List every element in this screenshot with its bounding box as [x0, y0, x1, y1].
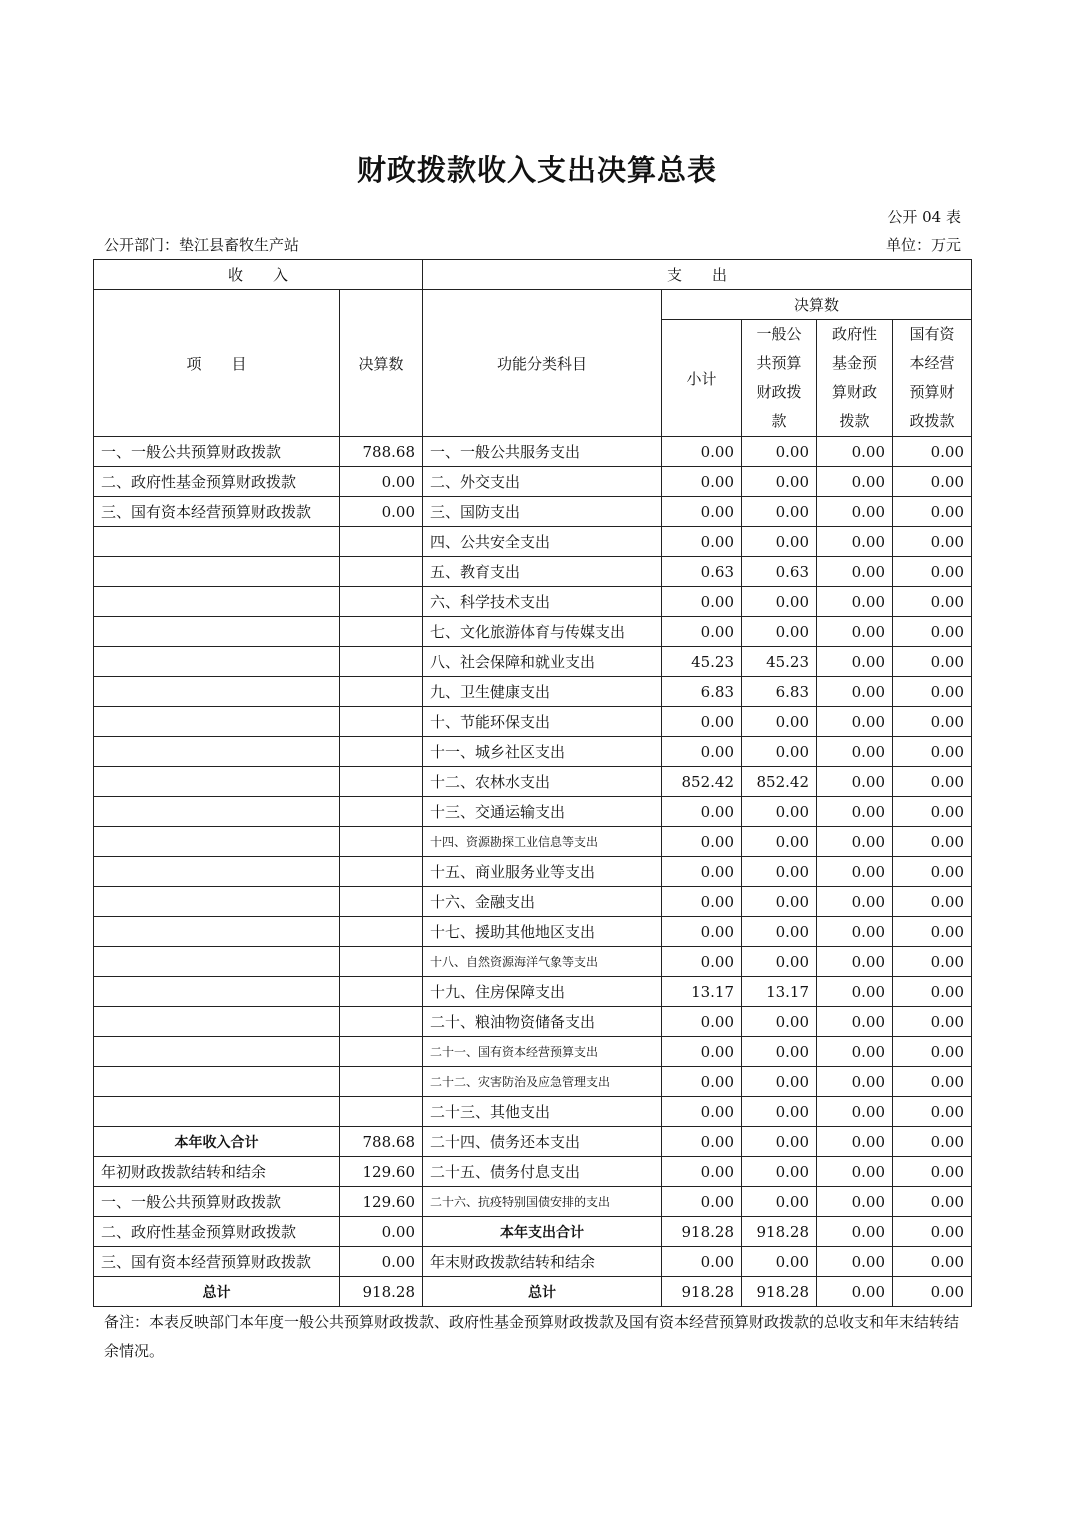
- item-header: 项 目: [94, 290, 340, 437]
- income-item: [94, 917, 340, 947]
- expense-subtotal: 918.28: [662, 1277, 742, 1307]
- expense-general-budget: 0.00: [742, 497, 817, 527]
- expense-fund-budget: 0.00: [817, 1007, 893, 1037]
- table-row: [94, 467, 972, 497]
- expense-state-capital: 0.00: [893, 617, 972, 647]
- expense-category: 十八、自然资源海洋气象等支出: [423, 947, 662, 977]
- income-item: [94, 677, 340, 707]
- expense-general-budget: 0.00: [742, 1007, 817, 1037]
- expense-state-capital: 0.00: [893, 1007, 972, 1037]
- expense-category: 三、国防支出: [423, 497, 662, 527]
- income-item: [94, 1067, 340, 1097]
- fund-budget-header-l4: 拨款: [839, 412, 870, 430]
- expense-category: 二、外交支出: [423, 467, 662, 497]
- income-item: [94, 827, 340, 857]
- expense-fund-budget: 0.00: [817, 1157, 893, 1187]
- income-item: 总计: [94, 1277, 340, 1307]
- expense-general-budget: 0.00: [742, 1187, 817, 1217]
- income-item: [94, 557, 340, 587]
- expense-subtotal: 0.00: [662, 827, 742, 857]
- expense-fund-budget: 0.00: [817, 977, 893, 1007]
- income-item: [94, 587, 340, 617]
- expense-subtotal: 0.00: [662, 737, 742, 767]
- table-row: [94, 887, 972, 917]
- table-row: [94, 767, 972, 797]
- table-row: [94, 1187, 972, 1217]
- fund-budget-header-l3: 算财政: [832, 383, 878, 401]
- income-item: [94, 527, 340, 557]
- expense-category: 年末财政拨款结转和结余: [423, 1247, 662, 1277]
- income-item: [94, 617, 340, 647]
- table-row: [94, 1007, 972, 1037]
- expense-subtotal: 852.42: [662, 767, 742, 797]
- income-amount: [340, 827, 423, 857]
- expense-general-budget: 0.00: [742, 797, 817, 827]
- income-amount: 0.00: [340, 497, 423, 527]
- expense-state-capital: 0.00: [893, 497, 972, 527]
- expense-category: 五、教育支出: [423, 557, 662, 587]
- state-capital-header-l3: 预算财: [909, 383, 955, 401]
- expense-subtotal: 0.00: [662, 917, 742, 947]
- page-title: 财政拨款收入支出决算总表: [356, 153, 717, 187]
- income-item: 年初财政拨款结转和结余: [94, 1157, 340, 1187]
- expense-general-budget: 0.00: [742, 707, 817, 737]
- expense-fund-budget: 0.00: [817, 1247, 893, 1277]
- expense-fund-budget: 0.00: [817, 1277, 893, 1307]
- table-row: [94, 797, 972, 827]
- expense-general-budget: 0.00: [742, 857, 817, 887]
- expense-state-capital: 0.00: [893, 1157, 972, 1187]
- income-item: 一、一般公共预算财政拨款: [94, 437, 340, 467]
- fiscal-summary-table: [93, 259, 972, 1307]
- state-capital-header-l4: 政拨款: [909, 412, 955, 430]
- expense-general-budget: 0.00: [742, 467, 817, 497]
- income-amount: [340, 977, 423, 1007]
- income-amount: 129.60: [340, 1157, 423, 1187]
- fund-budget-header: [817, 320, 893, 437]
- expense-category: 二十五、债务付息支出: [423, 1157, 662, 1187]
- state-capital-header: [893, 320, 972, 437]
- general-budget-header-l4: 款: [771, 412, 787, 430]
- expense-state-capital: 0.00: [893, 917, 972, 947]
- expense-state-capital: 0.00: [893, 557, 972, 587]
- income-item: [94, 707, 340, 737]
- expense-subtotal: 0.00: [662, 497, 742, 527]
- income-amount: [340, 737, 423, 767]
- expense-fund-budget: 0.00: [817, 647, 893, 677]
- expense-state-capital: 0.00: [893, 677, 972, 707]
- income-item: [94, 977, 340, 1007]
- income-amount: [340, 887, 423, 917]
- general-budget-header-l1: 一般公: [756, 325, 802, 343]
- expense-category: 十二、农林水支出: [423, 767, 662, 797]
- expense-category: 二十六、抗疫特别国债安排的支出: [423, 1187, 662, 1217]
- general-budget-header-l3: 财政拨: [756, 383, 802, 401]
- income-item: 本年收入合计: [94, 1127, 340, 1157]
- expense-general-budget: 6.83: [742, 677, 817, 707]
- expense-general-budget: 0.00: [742, 1157, 817, 1187]
- table-row: [94, 737, 972, 767]
- expense-fund-budget: 0.00: [817, 707, 893, 737]
- expense-category: 十三、交通运输支出: [423, 797, 662, 827]
- income-amount: [340, 1007, 423, 1037]
- table-row: [94, 617, 972, 647]
- table-row: [94, 707, 972, 737]
- expense-general-budget: 45.23: [742, 647, 817, 677]
- income-amount: [340, 527, 423, 557]
- expense-subtotal: 0.00: [662, 857, 742, 887]
- expense-subtotal: 6.83: [662, 677, 742, 707]
- footnote: 备注：本表反映部门本年度一般公共预算财政拨款、政府性基金预算财政拨款及国有资本经营预算财政拨款的总收支和年末结转结余情况。: [104, 1313, 960, 1360]
- general-budget-header-l2: 共预算: [756, 354, 802, 372]
- expense-category: 九、卫生健康支出: [423, 677, 662, 707]
- expense-subtotal: 0.00: [662, 467, 742, 497]
- expense-state-capital: 0.00: [893, 947, 972, 977]
- expense-fund-budget: 0.00: [817, 1067, 893, 1097]
- expense-subtotal: 0.00: [662, 1247, 742, 1277]
- expense-fund-budget: 0.00: [817, 737, 893, 767]
- expense-fund-budget: 0.00: [817, 917, 893, 947]
- state-capital-header-l1: 国有资: [909, 325, 955, 343]
- income-item: 一、一般公共预算财政拨款: [94, 1187, 340, 1217]
- expense-category: 十四、资源勘探工业信息等支出: [423, 827, 662, 857]
- expense-category: 七、文化旅游体育与传媒支出: [423, 617, 662, 647]
- expense-category: 二十四、债务还本支出: [423, 1127, 662, 1157]
- state-capital-header-l2: 本经营: [909, 354, 955, 372]
- income-item: [94, 797, 340, 827]
- income-amount: 0.00: [340, 1247, 423, 1277]
- table-row: [94, 647, 972, 677]
- expense-fund-budget: 0.00: [817, 1187, 893, 1217]
- expense-state-capital: 0.00: [893, 887, 972, 917]
- expense-general-budget: 0.63: [742, 557, 817, 587]
- expense-fund-budget: 0.00: [817, 677, 893, 707]
- expense-general-budget: 918.28: [742, 1277, 817, 1307]
- expense-state-capital: 0.00: [893, 1127, 972, 1157]
- subtotal-header: 小计: [662, 320, 742, 437]
- table-row: [94, 917, 972, 947]
- expense-category: 二十二、灾害防治及应急管理支出: [423, 1067, 662, 1097]
- income-item: 三、国有资本经营预算财政拨款: [94, 497, 340, 527]
- income-item: [94, 1007, 340, 1037]
- amount-header: 决算数: [340, 290, 423, 437]
- income-item: [94, 887, 340, 917]
- expense-general-budget: 0.00: [742, 527, 817, 557]
- income-amount: [340, 947, 423, 977]
- expense-general-budget: 0.00: [742, 1127, 817, 1157]
- expense-general-budget: 0.00: [742, 437, 817, 467]
- expense-category: 四、公共安全支出: [423, 527, 662, 557]
- expense-state-capital: 0.00: [893, 977, 972, 1007]
- expense-state-capital: 0.00: [893, 437, 972, 467]
- expense-fund-budget: 0.00: [817, 1097, 893, 1127]
- expense-fund-budget: 0.00: [817, 797, 893, 827]
- expense-fund-budget: 0.00: [817, 527, 893, 557]
- table-row: [94, 437, 972, 467]
- expense-fund-budget: 0.00: [817, 497, 893, 527]
- expense-fund-budget: 0.00: [817, 887, 893, 917]
- income-amount: [340, 617, 423, 647]
- expense-fund-budget: 0.00: [817, 857, 893, 887]
- expense-state-capital: 0.00: [893, 1067, 972, 1097]
- expense-subtotal: 45.23: [662, 647, 742, 677]
- table-row: [94, 1217, 972, 1247]
- expense-fund-budget: 0.00: [817, 1037, 893, 1067]
- fund-budget-header-l2: 基金预: [832, 354, 878, 372]
- expense-state-capital: 0.00: [893, 527, 972, 557]
- expense-state-capital: 0.00: [893, 1247, 972, 1277]
- expense-general-budget: 0.00: [742, 1247, 817, 1277]
- unit-label: 单位：万元: [885, 236, 961, 254]
- expense-state-capital: 0.00: [893, 1037, 972, 1067]
- expense-general-budget: 918.28: [742, 1217, 817, 1247]
- expense-state-capital: 0.00: [893, 647, 972, 677]
- expense-subtotal: 0.00: [662, 1187, 742, 1217]
- table-row: [94, 527, 972, 557]
- expense-fund-budget: 0.00: [817, 587, 893, 617]
- expense-category: 十七、援助其他地区支出: [423, 917, 662, 947]
- expense-subtotal: 13.17: [662, 977, 742, 1007]
- expense-category: 十六、金融支出: [423, 887, 662, 917]
- expense-category: 六、科学技术支出: [423, 587, 662, 617]
- income-amount: [340, 1097, 423, 1127]
- expense-state-capital: 0.00: [893, 707, 972, 737]
- expense-subtotal: 0.00: [662, 617, 742, 647]
- table-row: [94, 1127, 972, 1157]
- expense-state-capital: 0.00: [893, 827, 972, 857]
- expense-subtotal: 0.00: [662, 527, 742, 557]
- table-row: [94, 497, 972, 527]
- income-item: 三、国有资本经营预算财政拨款: [94, 1247, 340, 1277]
- table-row: [94, 1157, 972, 1187]
- expense-fund-budget: 0.00: [817, 557, 893, 587]
- final-amount-group-header: 决算数: [662, 290, 972, 320]
- expense-subtotal: 0.00: [662, 797, 742, 827]
- expense-category: 十五、商业服务业等支出: [423, 857, 662, 887]
- form-code: 公开 04 表: [887, 208, 961, 226]
- general-budget-header: [742, 320, 817, 437]
- expense-state-capital: 0.00: [893, 1217, 972, 1247]
- income-amount: [340, 677, 423, 707]
- category-header: 功能分类科目: [423, 290, 662, 437]
- income-item: [94, 1097, 340, 1127]
- expense-subtotal: 0.00: [662, 1157, 742, 1187]
- expense-state-capital: 0.00: [893, 767, 972, 797]
- table-row: [94, 977, 972, 1007]
- table-row: [94, 557, 972, 587]
- expense-fund-budget: 0.00: [817, 947, 893, 977]
- expense-category: 总计: [423, 1277, 662, 1307]
- income-amount: [340, 647, 423, 677]
- income-amount: [340, 1067, 423, 1097]
- expense-category: 十一、城乡社区支出: [423, 737, 662, 767]
- expense-subtotal: 0.00: [662, 437, 742, 467]
- expense-state-capital: 0.00: [893, 737, 972, 767]
- income-amount: 0.00: [340, 467, 423, 497]
- income-item: 二、政府性基金预算财政拨款: [94, 1217, 340, 1247]
- income-item: [94, 857, 340, 887]
- income-amount: 788.68: [340, 437, 423, 467]
- expense-header: 支 出: [423, 260, 972, 290]
- table-row: [94, 1067, 972, 1097]
- table-row: [94, 587, 972, 617]
- expense-fund-budget: 0.00: [817, 1127, 893, 1157]
- expense-fund-budget: 0.00: [817, 617, 893, 647]
- income-amount: [340, 767, 423, 797]
- income-amount: [340, 707, 423, 737]
- income-item: [94, 737, 340, 767]
- expense-category: 八、社会保障和就业支出: [423, 647, 662, 677]
- income-item: 二、政府性基金预算财政拨款: [94, 467, 340, 497]
- expense-category: 二十三、其他支出: [423, 1097, 662, 1127]
- expense-general-budget: 852.42: [742, 767, 817, 797]
- table-row: [94, 827, 972, 857]
- expense-general-budget: 0.00: [742, 617, 817, 647]
- expense-general-budget: 0.00: [742, 1097, 817, 1127]
- income-amount: [340, 1037, 423, 1067]
- income-amount: 0.00: [340, 1217, 423, 1247]
- income-item: [94, 1037, 340, 1067]
- expense-subtotal: 0.00: [662, 1007, 742, 1037]
- table-row: [94, 1247, 972, 1277]
- table-row: [94, 857, 972, 887]
- department-label: 公开部门：垫江县畜牧生产站: [104, 236, 300, 254]
- expense-state-capital: 0.00: [893, 587, 972, 617]
- income-amount: [340, 917, 423, 947]
- income-amount: [340, 857, 423, 887]
- expense-state-capital: 0.00: [893, 1187, 972, 1217]
- income-amount: 129.60: [340, 1187, 423, 1217]
- income-item: [94, 767, 340, 797]
- income-amount: [340, 587, 423, 617]
- table-row: [94, 1277, 972, 1307]
- expense-state-capital: 0.00: [893, 467, 972, 497]
- expense-fund-budget: 0.00: [817, 767, 893, 797]
- table-row: [94, 1097, 972, 1127]
- expense-category: 一、一般公共服务支出: [423, 437, 662, 467]
- expense-category: 十、节能环保支出: [423, 707, 662, 737]
- expense-general-budget: 0.00: [742, 587, 817, 617]
- expense-subtotal: 0.00: [662, 1097, 742, 1127]
- expense-subtotal: 0.00: [662, 707, 742, 737]
- income-item: [94, 947, 340, 977]
- expense-state-capital: 0.00: [893, 797, 972, 827]
- expense-general-budget: 0.00: [742, 947, 817, 977]
- expense-state-capital: 0.00: [893, 857, 972, 887]
- table-row: [94, 947, 972, 977]
- expense-category: 二十一、国有资本经营预算支出: [423, 1037, 662, 1067]
- income-amount: [340, 797, 423, 827]
- expense-state-capital: 0.00: [893, 1097, 972, 1127]
- expense-subtotal: 0.00: [662, 1127, 742, 1157]
- expense-general-budget: 13.17: [742, 977, 817, 1007]
- expense-subtotal: 918.28: [662, 1217, 742, 1247]
- income-item: [94, 647, 340, 677]
- expense-general-budget: 0.00: [742, 1067, 817, 1097]
- expense-general-budget: 0.00: [742, 887, 817, 917]
- table-row: [94, 1037, 972, 1067]
- table-row: [94, 677, 972, 707]
- income-header: 收 入: [94, 260, 423, 290]
- expense-fund-budget: 0.00: [817, 827, 893, 857]
- expense-category: 十九、住房保障支出: [423, 977, 662, 1007]
- expense-category: 本年支出合计: [423, 1217, 662, 1247]
- expense-general-budget: 0.00: [742, 917, 817, 947]
- expense-fund-budget: 0.00: [817, 467, 893, 497]
- expense-state-capital: 0.00: [893, 1277, 972, 1307]
- expense-fund-budget: 0.00: [817, 1217, 893, 1247]
- expense-general-budget: 0.00: [742, 1037, 817, 1067]
- expense-general-budget: 0.00: [742, 737, 817, 767]
- expense-subtotal: 0.63: [662, 557, 742, 587]
- expense-subtotal: 0.00: [662, 887, 742, 917]
- expense-category: 二十、粮油物资储备支出: [423, 1007, 662, 1037]
- expense-fund-budget: 0.00: [817, 437, 893, 467]
- expense-subtotal: 0.00: [662, 947, 742, 977]
- income-amount: 918.28: [340, 1277, 423, 1307]
- income-amount: 788.68: [340, 1127, 423, 1157]
- expense-subtotal: 0.00: [662, 1067, 742, 1097]
- fund-budget-header-l1: 政府性: [832, 325, 878, 343]
- expense-general-budget: 0.00: [742, 827, 817, 857]
- expense-subtotal: 0.00: [662, 1037, 742, 1067]
- expense-subtotal: 0.00: [662, 587, 742, 617]
- income-amount: [340, 557, 423, 587]
